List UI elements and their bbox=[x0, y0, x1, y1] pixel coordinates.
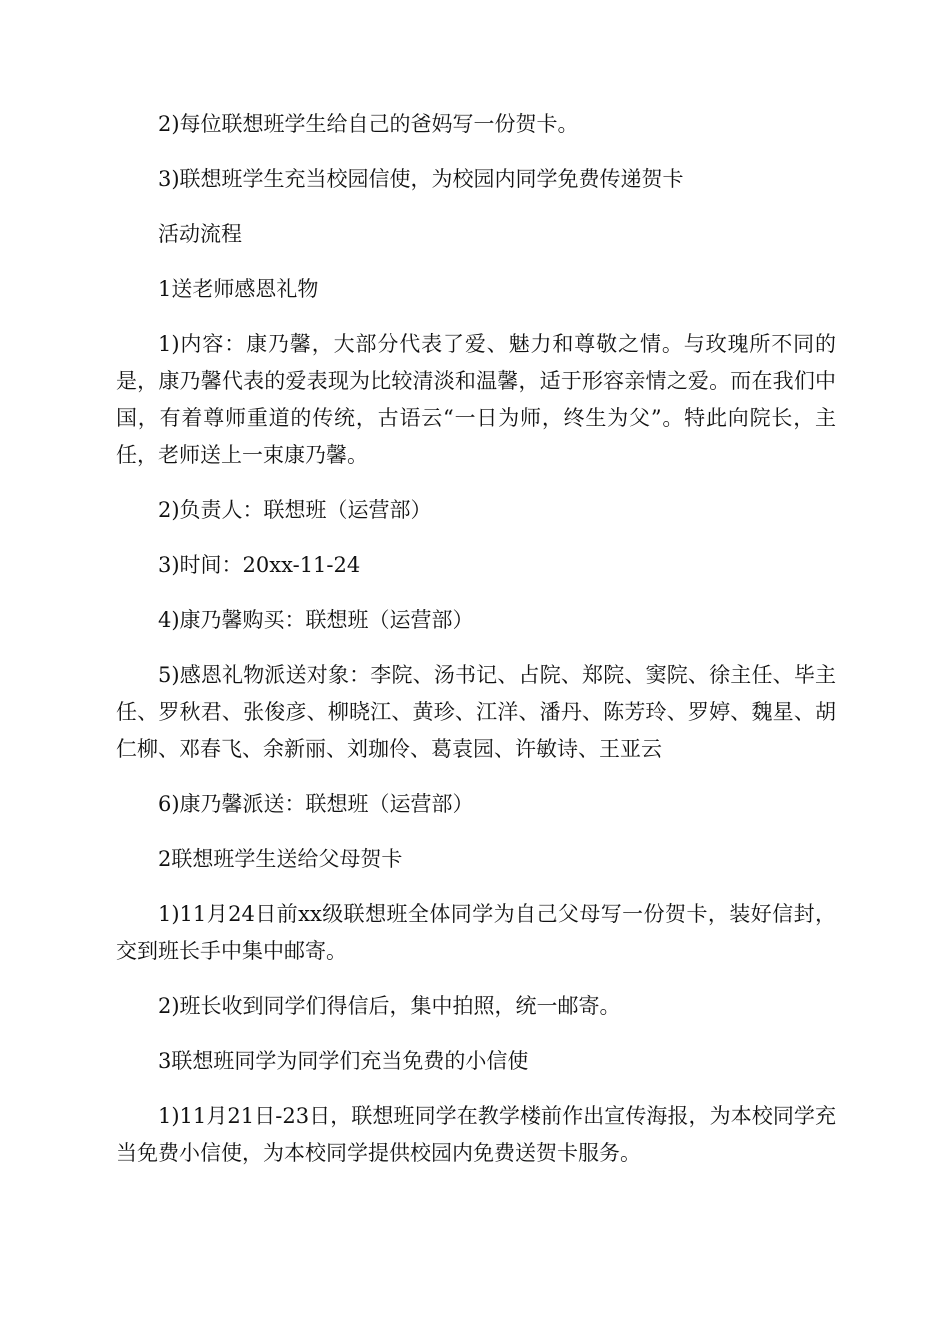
paragraph: 4)康乃馨购买：联想班（运营部） bbox=[158, 608, 474, 632]
paragraph: 3)时间：20xx-11-24 bbox=[158, 553, 361, 577]
paragraph: 2)每位联想班学生给自己的爸妈写一份贺卡。 bbox=[158, 112, 579, 136]
paragraph: 6)康乃馨派送：联想班（运营部） bbox=[158, 792, 474, 816]
section-heading: 活动流程 bbox=[158, 222, 242, 246]
paragraph: 5)感恩礼物派送对象：李院、汤书记、占院、郑院、窦院、徐主任、毕主任、罗秋君、张俊彦、柳晓江、黄珍、江洋、潘丹、陈芳玲、罗婷、魏星、胡仁柳、邓春飞、余新丽、刘珈伶、葛袁园、许敏诗、王亚云 bbox=[116, 663, 836, 761]
paragraph: 1)11月21日-23日，联想班同学在教学楼前作出宣传海报，为本校同学充当免费小信使，为本校同学提供校园内免费送贺卡服务。 bbox=[116, 1104, 836, 1165]
paragraph: 2)班长收到同学们得信后，集中拍照，统一邮寄。 bbox=[158, 994, 621, 1018]
section-heading: 3联想班同学为同学们充当免费的小信使 bbox=[158, 1049, 529, 1073]
document-body bbox=[116, 106, 836, 1190]
paragraph: 1)11月24日前xx级联想班全体同学为自己父母写一份贺卡，装好信封，交到班长手中集中邮寄。 bbox=[116, 902, 836, 963]
section-heading: 1送老师感恩礼物 bbox=[158, 277, 319, 301]
paragraph: 1)内容：康乃馨，大部分代表了爱、魅力和尊敬之情。与玫瑰所不同的是，康乃馨代表的爱表现为比较清淡和温馨，适于形容亲情之爱。而在我们中国，有着尊师重道的传统，古语云“一日为师，终生为父”。特此向院长，主任，老师送上一束康乃馨。 bbox=[116, 332, 836, 467]
paragraph: 2)负责人：联想班（运营部） bbox=[158, 498, 432, 522]
paragraph: 3)联想班学生充当校园信使，为校园内同学免费传递贺卡 bbox=[158, 167, 684, 191]
section-heading: 2联想班学生送给父母贺卡 bbox=[158, 847, 403, 871]
